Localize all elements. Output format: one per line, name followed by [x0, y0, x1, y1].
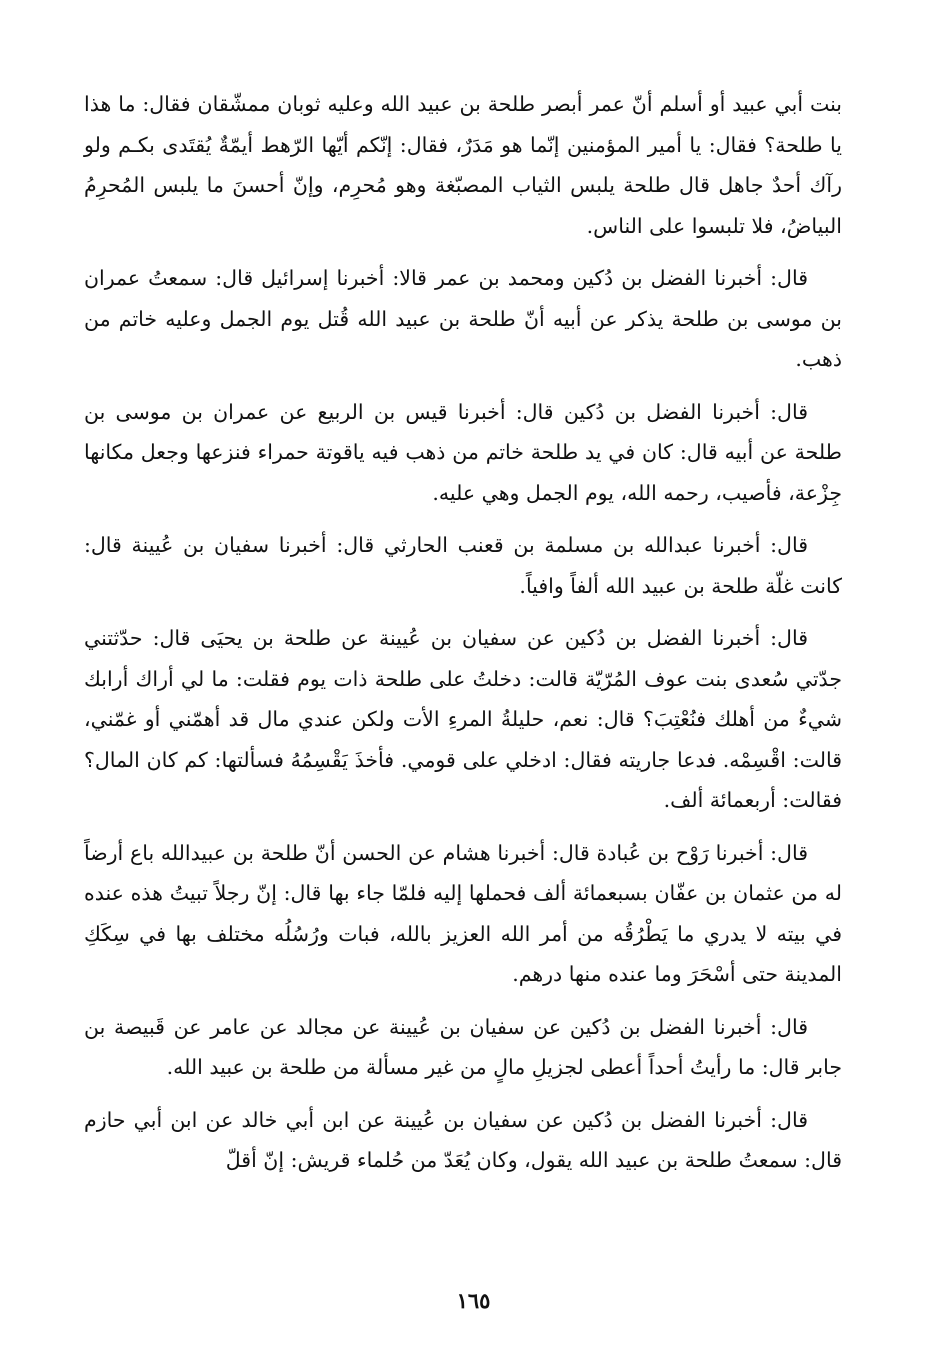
paragraph-3: قال: أخبرنا الفضل بن دُكين قال: أخبرنا قيس بن الربيع عن عمران بن موسى بن طلحة عن أبيه قال: كان في يد طلحة خاتم من ذهب فيه ياقوتة حمراء فنزعها وجعل مكانها جِزْعة، فأصيب، رحمه الله، يوم الجمل وهي عليه. — [84, 399, 842, 505]
paragraph-2: قال: أخبرنا الفضل بن دُكين ومحمد بن عمر قالا: أخبرنا إسرائيل قال: سمعتُ عمران بن موسى بن طلحة يذكر عن أبيه أنّ طلحة بن عبيد الله قُتل يوم الجمل وعليه خاتم من ذهب. — [84, 266, 842, 371]
paragraph-8: قال: أخبرنا الفضل بن دُكين عن سفيان بن عُيينة عن ابن أبي خالد عن ابن أبي حازم قال: سمعتُ طلحة بن عبيد الله يقول، وكان يُعَدّ من حُلماء قريش: إنّ أقلّ — [84, 1107, 842, 1172]
paragraph-7: قال: أخبرنا الفضل بن دُكين عن سفيان بن عُيينة عن مجالد عن عامر عن قَبيصة بن جابر قال: ما رأيتُ أحداً أعطى لجزيلِ مالٍ من غير مسألة من طلحة بن عبيد الله. — [84, 1014, 842, 1079]
page-body — [84, 84, 842, 1334]
paragraph-5: قال: أخبرنا الفضل بن دُكين عن سفيان بن عُيينة عن طلحة بن يحيَى قال: حدّثتني جدّتي سُعدى بنت عوف المُرّيّة قالت: دخلتُ على طلحة ذات يوم فقلت: ما لي أراك أرابك شيءٌ من أهلك فنُعْتِبَ؟ قال: نعم، حليلةُ المرءِ الأت ولكن عندي مال قد أهمّني أو غمّني، قالت: اقْسِمْه. فدعا جاريته فقال: ادخلي على قومي. فأخذَ يَقْسِمُهُ فسألتها: كم كان المال؟ فقالت: أربعمائة ألف. — [84, 626, 842, 812]
paragraph-6: قال: أخبرنا رَوْح بن عُبادة قال: أخبرنا هشام عن الحسن أنّ طلحة بن عبيدالله باع أرضاً له من عثمان بن عفّان بسبعمائة ألف فحملها إليه فلمّا جاء بها قال: إنّ رجلاً تبيتُ هذه عنده في بيته لا يدري ما يَطْرُقُه من أمر الله العزيز بالله، فبات ورُسُلُه مختلف بها في سِكَكِ المدينة حتى أسْحَرَ وما عنده منها درهم. — [84, 840, 842, 986]
paragraph-1: بنت أبي عبيد أو أسلم أنّ عمر أبصر طلحة بن عبيد الله وعليه ثوبان ممشّقان فقال: ما هذا يا طلحة؟ فقال: يا أمير المؤمنين إنّما هو مَدَرٌ، فقال: إنّكم أيّها الرّهط أيمّةٌ يُقتَدى بكـم ولو رآك أحدٌ جاهل قال طلحة يلبس الثياب المصبّغة وهو مُحرِم، وإنّ أحسنَ ما يلبس المُحرِمُ البياضُ، فلا تلبسوا على الناس. — [84, 92, 842, 238]
paragraph-4: قال: أخبرنا عبدالله بن مسلمة بن قعنب الحارثي قال: أخبرنا سفيان بن عُيينة قال: كانت غلّة طلحة بن عبيد الله ألفاً وافياً. — [84, 533, 842, 598]
page-number: ١٦٥ — [456, 1288, 491, 1313]
